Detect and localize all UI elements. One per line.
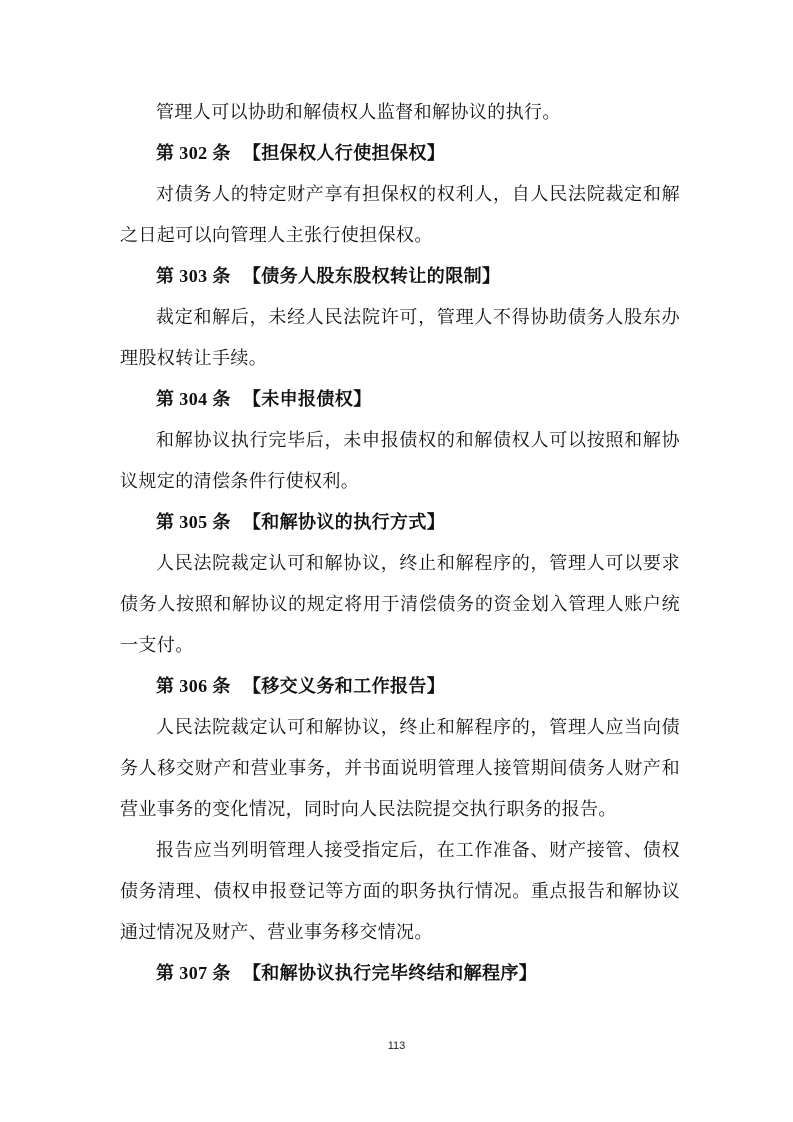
paragraph: 人民法院裁定认可和解协议，终止和解程序的，管理人应当向债务人移交财产和营业事务，并书面说明管理人接管期间债务人财产和营业事务的变化情况，同时向人民法院提交执行职务的报告。: [120, 717, 680, 820]
article-heading-307: [120, 953, 680, 994]
article-title: 【移交义务和工作报告】: [242, 676, 446, 697]
article-title: 【和解协议的执行方式】: [242, 512, 446, 533]
article-heading-302: [120, 133, 680, 174]
article-title: 【债务人股东股权转让的限制】: [242, 266, 501, 287]
paragraph: 管理人可以协助和解债权人监督和解协议的执行。: [156, 102, 561, 123]
article-heading-304: [120, 379, 680, 420]
document-body: [120, 92, 680, 994]
article-number: 第 304 条: [156, 389, 231, 409]
page-number: 113: [387, 1040, 406, 1052]
paragraph: 人民法院裁定认可和解协议，终止和解程序的，管理人可以要求债务人按照和解协议的规定将用于清偿债务的资金划入管理人账户统一支付。: [120, 553, 680, 656]
article-number: 第 306 条: [156, 676, 231, 696]
article-heading-305: [120, 502, 680, 543]
article-heading-306: [120, 666, 680, 707]
article-title: 【和解协议执行完毕终结和解程序】: [242, 963, 538, 984]
paragraph: 和解协议执行完毕后，未申报债权的和解债权人可以按照和解协议规定的清偿条件行使权利。: [120, 430, 680, 492]
paragraph: 报告应当列明管理人接受指定后，在工作准备、财产接管、债权债务清理、债权申报登记等方面的职务执行情况。重点报告和解协议通过情况及财产、营业事务移交情况。: [120, 840, 680, 943]
article-number: 第 307 条: [156, 963, 231, 983]
paragraph: 对债务人的特定财产享有担保权的权利人，自人民法院裁定和解之日起可以向管理人主张行使担保权。: [120, 184, 680, 246]
article-number: 第 302 条: [156, 143, 231, 163]
article-heading-303: [120, 256, 680, 297]
article-title: 【担保权人行使担保权】: [242, 143, 446, 164]
paragraph: 裁定和解后，未经人民法院许可，管理人不得协助债务人股东办理股权转让手续。: [120, 307, 680, 369]
article-title: 【未申报债权】: [242, 389, 372, 410]
article-number: 第 305 条: [156, 512, 231, 532]
article-number: 第 303 条: [156, 266, 231, 286]
